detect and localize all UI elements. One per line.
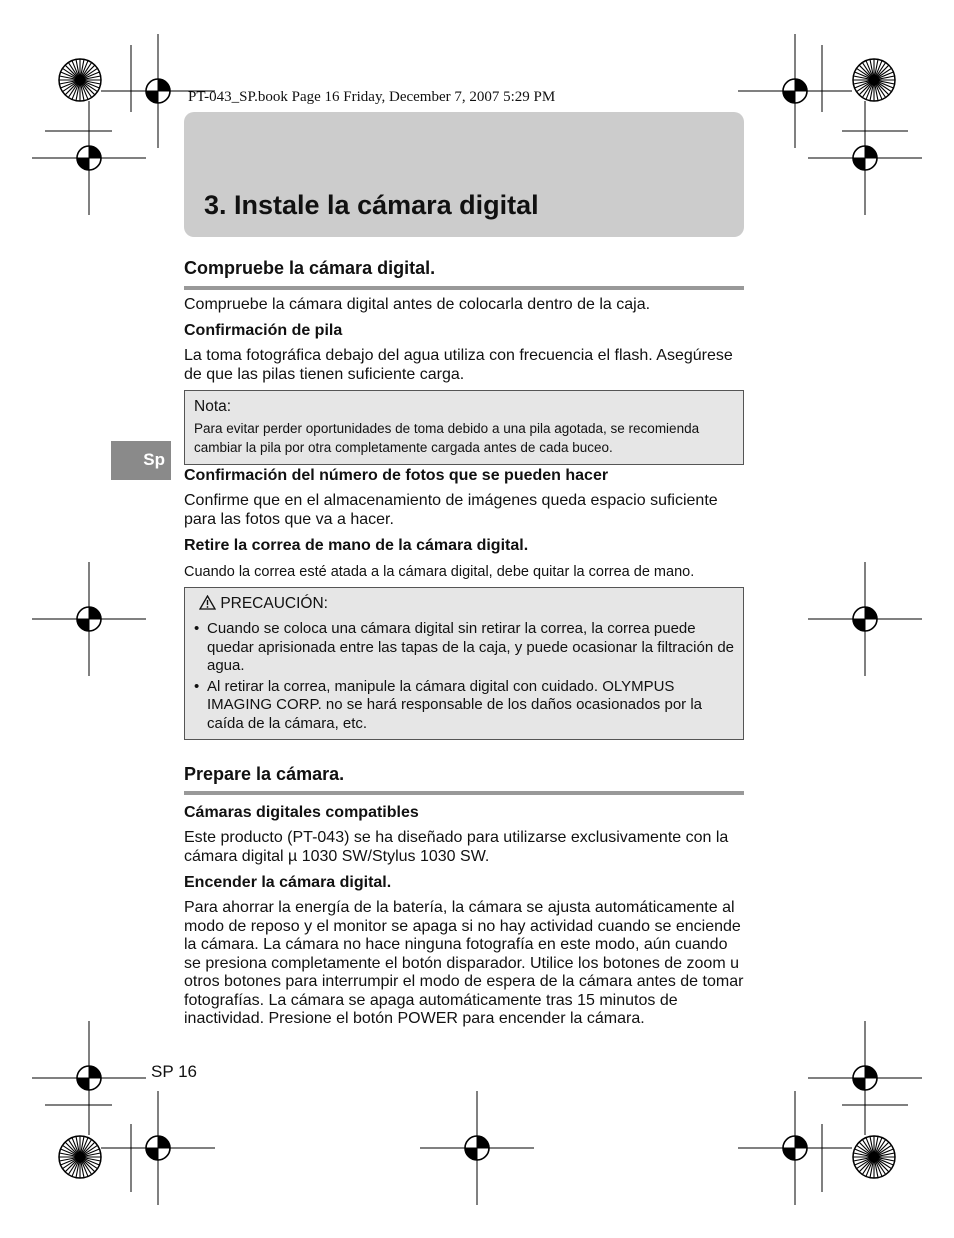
note-text: Para evitar perder oportunidades de toma debido a una pila agotada, se recomienda cambiar la pila por otra completamente cargada antes de cada buceo. bbox=[194, 421, 700, 455]
check-intro-text: Compruebe la cámara digital antes de colocarla dentro de la caja. bbox=[184, 296, 651, 313]
language-tab-label: Sp bbox=[143, 450, 165, 469]
section-heading-prepare: Prepare la cámara. bbox=[184, 764, 345, 784]
power-text: Para ahorrar la energía de la batería, la cámara se ajusta automáticamente al modo de reposo y el monitor se apaga si no hay actividad cuando se enciende la cámara. La cámara no hace ninguna fotografía en este modo, aún cuando se presiona completamente el botón disparador. Utilice los botones de zoom u otros botones para interrumpir el modo de espera de la cámara antes de tomar fotografías. La cámara se apaga automáticamente tras 15 minutos de inactividad. Presione el botón POWER para encender la cámara. bbox=[184, 899, 744, 1027]
section-rule bbox=[184, 286, 744, 290]
chapter-title: 3. Instale la cámara digital bbox=[204, 190, 539, 220]
power-heading: Encender la cámara digital. bbox=[184, 874, 392, 891]
compatible-heading: Cámaras digitales compatibles bbox=[184, 804, 419, 821]
caution-item: • Al retirar la correa, manipule la cámara digital con cuidado. OLYMPUS IMAGING CORP. no se hará responsable de los daños ocasionados por la caída de la cámara, etc. bbox=[193, 678, 738, 734]
language-side-tab bbox=[111, 441, 171, 480]
section-heading-check: Compruebe la cámara digital. bbox=[184, 258, 436, 278]
caution-header bbox=[199, 595, 328, 613]
photos-text: Confirme que en el almacenamiento de imágenes queda espacio suficiente para las fotos que va a hacer. bbox=[184, 492, 718, 528]
warning-triangle-icon bbox=[199, 595, 216, 610]
caution-box bbox=[184, 587, 744, 740]
section-rule bbox=[184, 791, 744, 795]
strap-text: Cuando la correa esté atada a la cámara digital, debe quitar la correa de mano. bbox=[184, 564, 695, 580]
book-info-header: PT-043_SP.book Page 16 Friday, December 7, 2007 5:29 PM bbox=[188, 89, 556, 105]
note-box bbox=[184, 390, 744, 465]
note-title: Nota: bbox=[194, 398, 232, 415]
page-number: SP 16 bbox=[151, 1062, 198, 1081]
caution-item: • Cuando se coloca una cámara digital sin retirar la correa, la correa puede quedar aprisionada entre las tapas de la caja, y puede ocasionar la filtración de agua. bbox=[193, 620, 738, 676]
caution-title: PRECAUCIÓN: bbox=[220, 595, 328, 612]
caution-list bbox=[193, 620, 738, 735]
compatible-text: Este producto (PT-043) se ha diseñado para utilizarse exclusivamente con la cámara digital µ 1030 SW/Stylus 1030 SW. bbox=[184, 829, 729, 865]
chapter-title-box bbox=[184, 112, 744, 237]
strap-heading: Retire la correa de mano de la cámara digital. bbox=[184, 537, 529, 554]
battery-text: La toma fotográfica debajo del agua utiliza con frecuencia el flash. Asegúrese de que las pilas tienen suficiente carga. bbox=[184, 347, 733, 383]
photos-heading: Confirmación del número de fotos que se pueden hacer bbox=[184, 467, 609, 484]
battery-heading: Confirmación de pila bbox=[184, 322, 343, 339]
